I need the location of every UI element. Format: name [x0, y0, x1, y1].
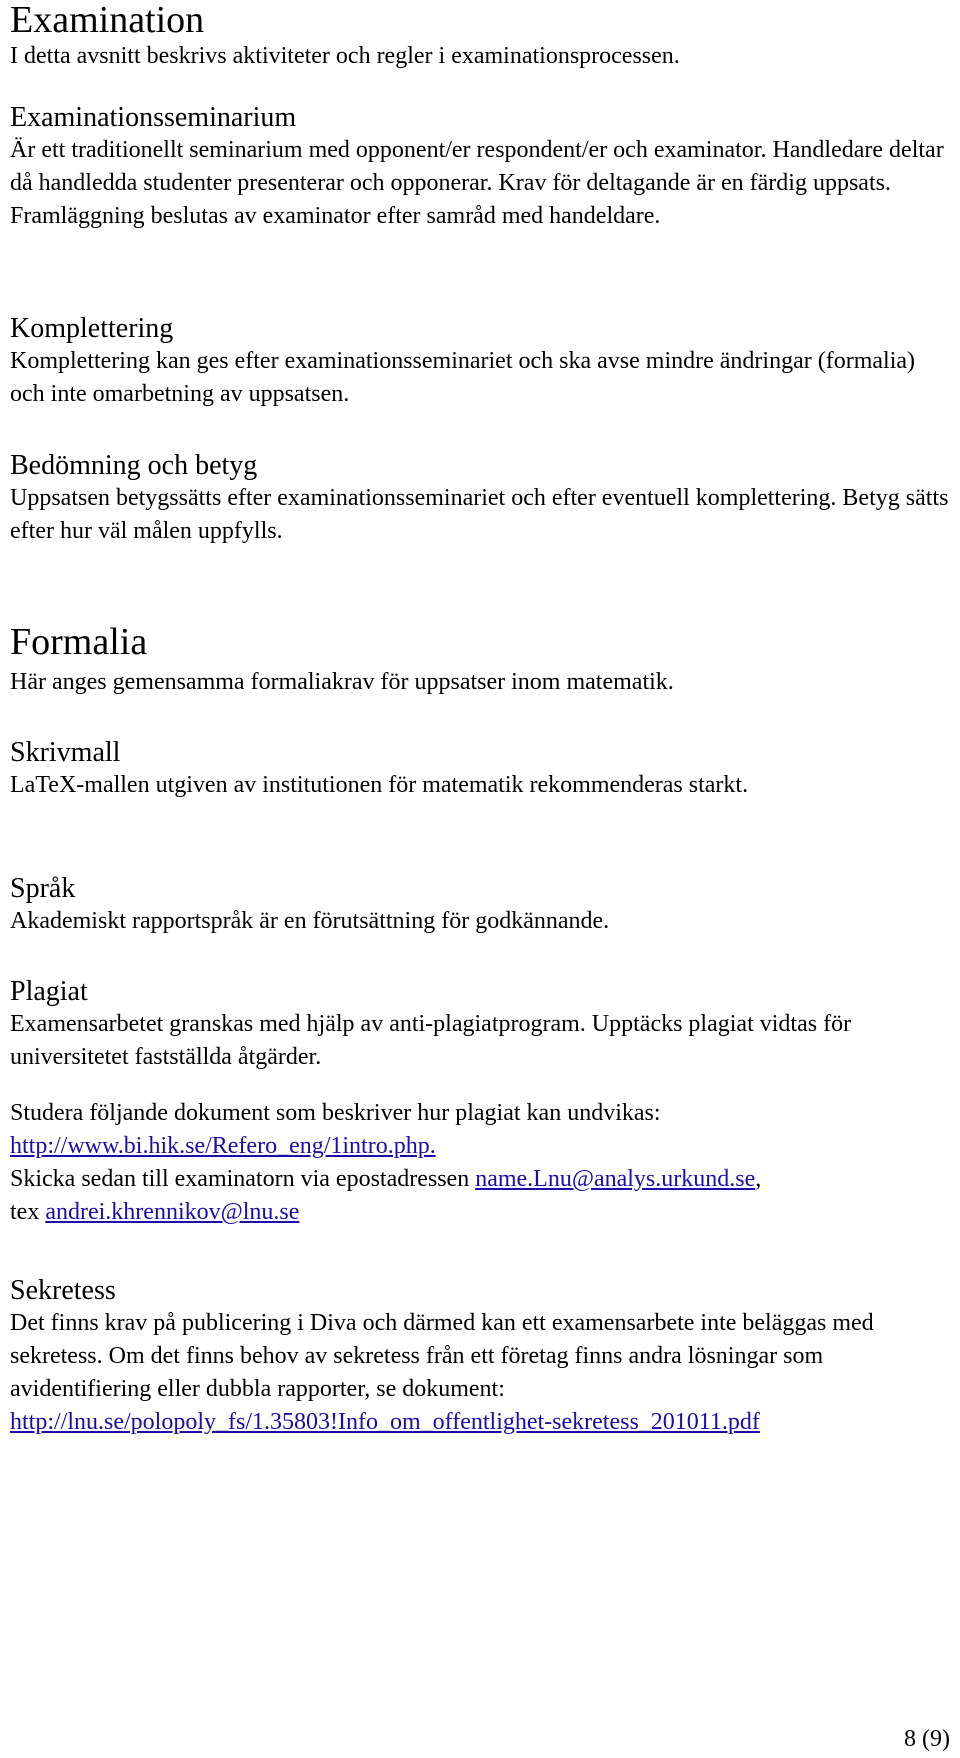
plagiat-send-line — [10, 1163, 955, 1196]
heading-examination: Examination — [10, 0, 205, 41]
section-examination — [10, 0, 955, 73]
section-formalia — [10, 622, 955, 699]
plagiat-tex-link[interactable]: andrei.khrennikov@lnu.se — [45, 1199, 300, 1225]
section-bedomning — [10, 450, 955, 548]
heading-bedomning: Bedömning och betyg — [10, 450, 258, 481]
formalia-intro: Här anges gemensamma formaliakrav för uppsatser inom matematik. — [10, 669, 674, 695]
plagiat-study-text: Studera följande dokument som beskriver hur plagiat kan undvikas: — [10, 1100, 661, 1126]
plagiat-study-link[interactable]: http://www.bi.hik.se/Refero_eng/1intro.php. — [10, 1133, 436, 1159]
seminar-text: Är ett traditionellt seminarium med opponent/er respondent/er och examinator. Handledare deltar då handledda studenter presenterar och opponerar. Krav för deltagande är en färdig uppsats. Framläggning beslutas av examinator efter samråd med handeldare. — [10, 137, 944, 229]
sekretess-link-line — [10, 1406, 955, 1439]
section-sekretess — [10, 1275, 955, 1439]
heading-seminar: Examinationsseminarium — [10, 102, 297, 133]
plagiat-send-text: Skicka sedan till examinatorn via epostadressen — [10, 1166, 476, 1192]
skrivmall-text: LaTeX-mallen utgiven av institutionen för matematik rekommenderas starkt. — [10, 772, 749, 798]
heading-plagiat: Plagiat — [10, 976, 88, 1007]
examination-intro: I detta avsnitt beskrivs aktiviteter och regler i examinationsprocessen. — [10, 43, 680, 69]
section-plagiat — [10, 976, 955, 1229]
bedomning-text: Uppsatsen betygssätts efter examinationsseminariet och efter eventuell komplettering. Betyg sätts efter hur väl målen uppfylls. — [10, 485, 949, 544]
heading-formalia: Formalia — [10, 621, 148, 663]
heading-komplettering: Komplettering — [10, 313, 174, 344]
plagiat-send-comma: , — [755, 1166, 762, 1192]
section-skrivmall — [10, 737, 955, 802]
section-seminar — [10, 102, 955, 233]
heading-skrivmall: Skrivmall — [10, 737, 121, 768]
plagiat-text: Examensarbetet granskas med hjälp av anti-plagiatprogram. Upptäcks plagiat vidtas för universitetet fastställda åtgärder. — [10, 1011, 852, 1070]
komplettering-text: Komplettering kan ges efter examinationsseminariet och ska avse mindre ändringar (formalia) och inte omarbetning av uppsatsen. — [10, 348, 916, 407]
sekretess-link[interactable]: http://lnu.se/polopoly_fs/1.35803!Info_om_offentlighet-sekretess_201011.pdf — [10, 1409, 760, 1435]
plagiat-study-line — [10, 1130, 955, 1163]
page-number: 8 (9) — [904, 1726, 950, 1752]
sekretess-text: Det finns krav på publicering i Diva och därmed kan ett examensarbete inte beläggas med sekretess. Om det finns behov av sekretess från ett företag finns andra lösningar som avidentifiering eller dubbla rapporter, se dokument: — [10, 1310, 874, 1402]
plagiat-send-link[interactable]: name.Lnu@analys.urkund.se — [475, 1166, 756, 1192]
section-komplettering — [10, 313, 955, 411]
heading-sekretess: Sekretess — [10, 1275, 116, 1306]
plagiat-tex-text: tex — [10, 1199, 46, 1225]
plagiat-tex-line — [10, 1196, 955, 1229]
sprak-text: Akademiskt rapportspråk är en förutsättning för godkännande. — [10, 908, 610, 934]
section-sprak — [10, 873, 955, 938]
heading-sprak: Språk — [10, 873, 76, 904]
